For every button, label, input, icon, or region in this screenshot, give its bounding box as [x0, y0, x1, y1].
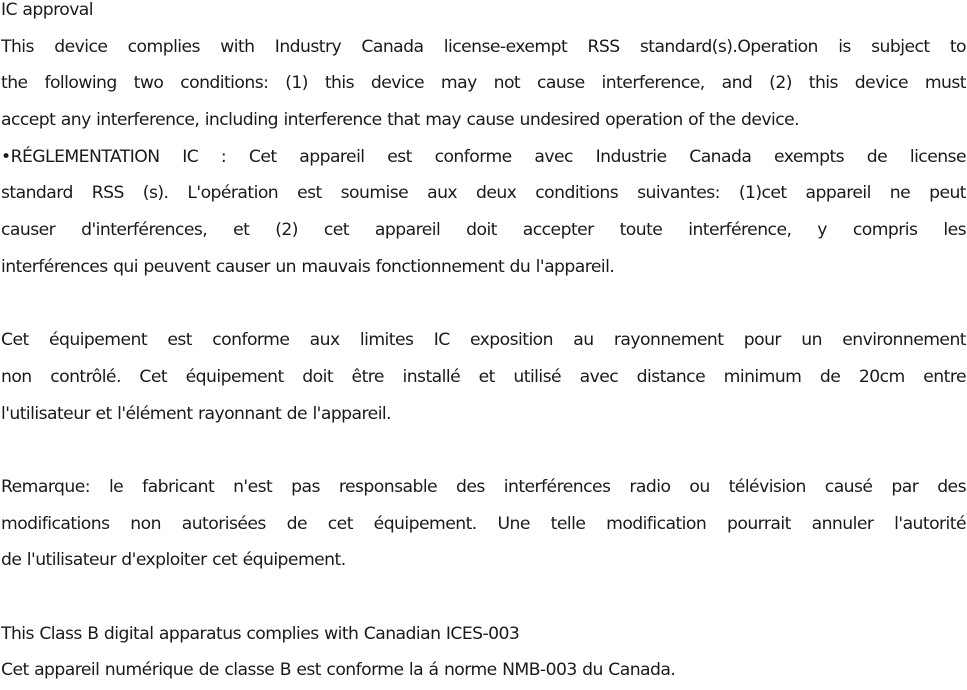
text-line: modifications non autorisées de cet équipement. Une telle modification pourrait annuler l'autorité: [1, 513, 966, 534]
text-line: standard RSS (s). L'opération est soumise aux deux conditions suivantes: (1)cet appareil ne peut: [1, 183, 966, 204]
english-paragraph: [0, 29, 967, 139]
text-line: l'utilisateur et l'élément rayonnant de l'appareil.: [1, 403, 392, 424]
section-heading: IC approval: [1, 0, 94, 20]
text-line: This Class B digital apparatus complies with Canadian ICES-003: [1, 623, 520, 644]
text-line: accept any interference, including interference that may cause undesired operation of the device.: [1, 110, 800, 131]
text-line: Cet équipement est conforme aux limites IC exposition au rayonnement pour un environnement: [1, 330, 966, 351]
text-line: the following two conditions: (1) this device may not cause interference, and (2) this device must: [1, 73, 966, 94]
french-paragraph: [0, 139, 967, 286]
text-line: Remarque: le fabricant n'est pas responsable des interférences radio ou télévision causé par des: [1, 476, 966, 497]
text-line: Cet appareil numérique de classe B est conforme la á norme NMB-003 du Canada.: [1, 660, 676, 681]
remark-paragraph: [0, 469, 967, 579]
paragraph-gap: [0, 432, 967, 469]
class-b-statement: [0, 616, 967, 689]
text-line: This device complies with Industry Canada license-exempt RSS standard(s).Operation is subject to: [1, 36, 966, 57]
paragraph-gap: [0, 286, 967, 323]
text-line: de l'utilisateur d'exploiter cet équipement.: [1, 550, 346, 571]
exposure-paragraph: [0, 322, 967, 432]
paragraph-gap: [0, 579, 967, 616]
text-line: causer d'interférences, et (2) cet appareil doit accepter toute interférence, y compris les: [1, 220, 966, 241]
text-line: •RÉGLEMENTATION IC : Cet appareil est conforme avec Industrie Canada exempts de license: [1, 146, 966, 167]
text-line: non contrôlé. Cet équipement doit être installé et utilisé avec distance minimum de 20cm entre: [1, 366, 966, 387]
text-line: interférences qui peuvent causer un mauvais fonctionnement du l'appareil.: [1, 256, 615, 277]
